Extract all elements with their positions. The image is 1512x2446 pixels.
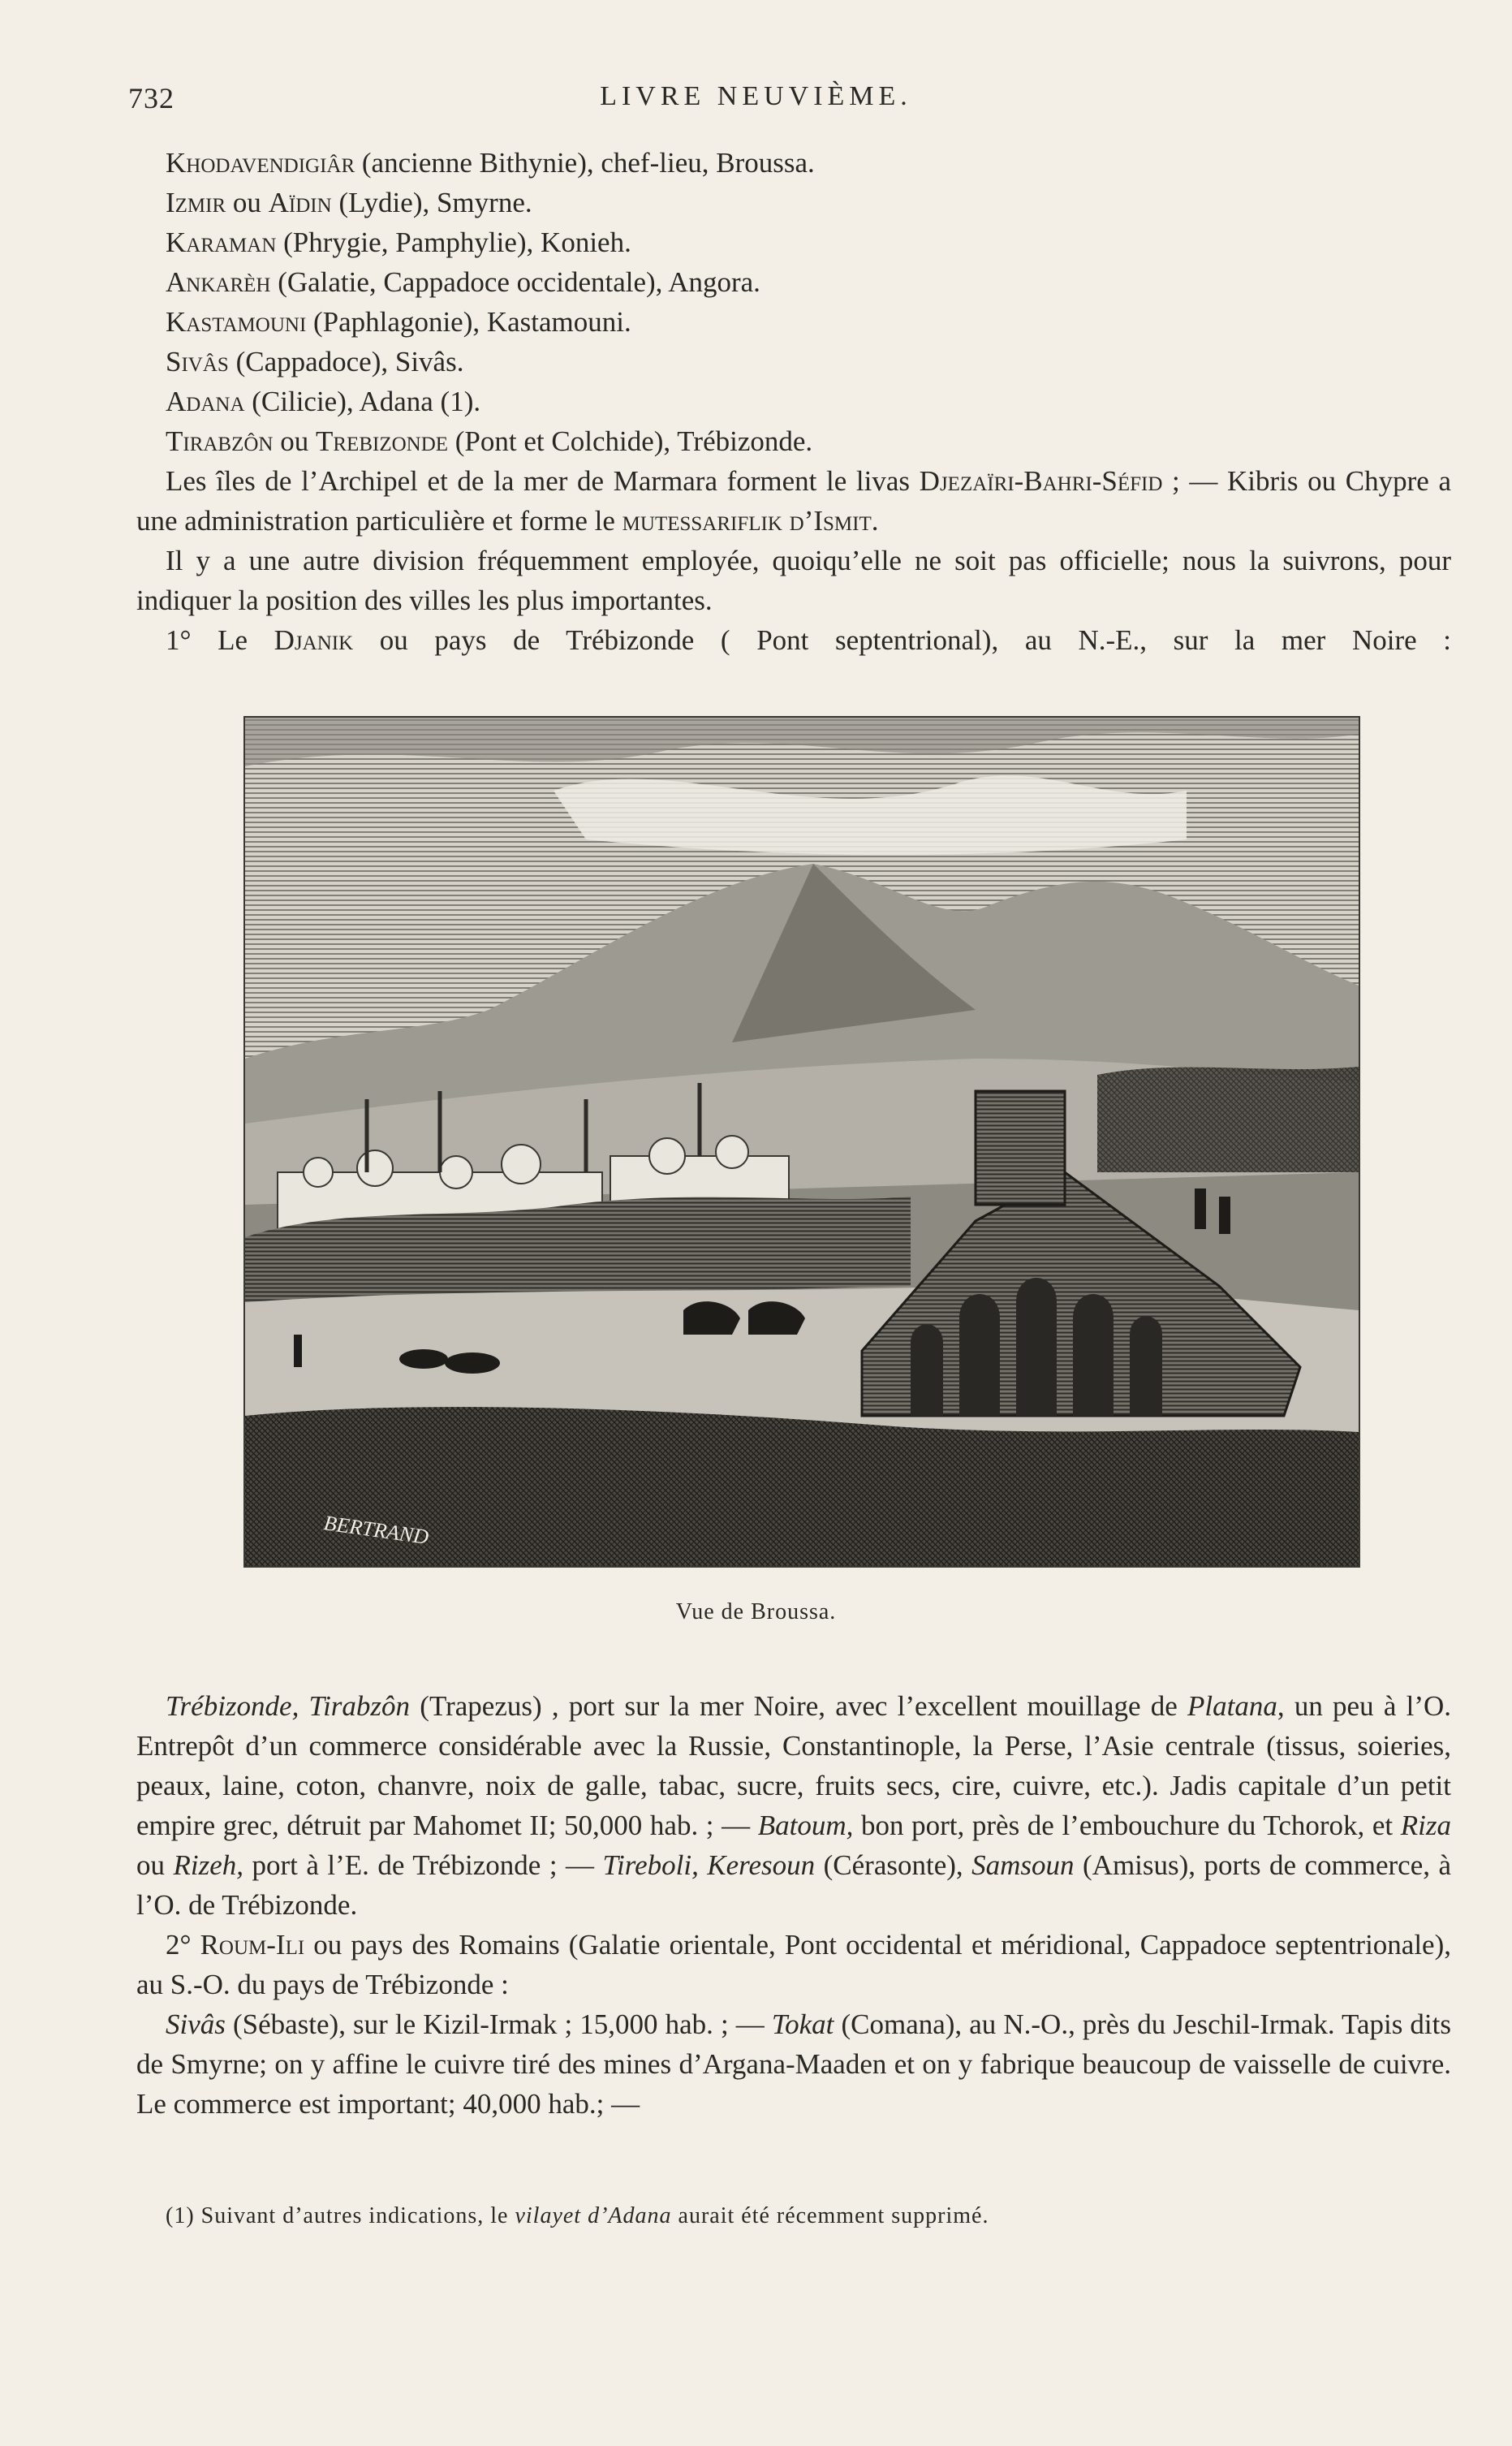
list-text: (Pont et Colchide), Trébizonde. <box>448 425 813 457</box>
place-name: Rizeh, <box>173 1849 243 1881</box>
figure-caption: Vue de Broussa. <box>675 1599 837 1624</box>
footnote-text: (1) Suivant d’autres indications, le <box>166 2203 515 2228</box>
paragraph-text: (Sébaste), sur le Kizil-Irmak ; 15,000 hab. ; — <box>225 2008 772 2040</box>
paragraph-text: Les îles de l’Archipel et de la mer de Marmara forment le livas <box>166 465 920 497</box>
paragraph-text: ou pays de Trébizonde ( Pont septentrional), au N.-E., sur la mer Noire : <box>353 624 1451 656</box>
list-item-sivas <box>136 342 1451 382</box>
artist-signature: BERTRAND <box>322 1511 430 1550</box>
list-item-ankareh <box>136 262 1451 302</box>
place-name: Platana <box>1187 1690 1277 1722</box>
province-name: Kastamouni <box>166 306 307 338</box>
paragraph-division: Il y a une autre division fréquemment employée, quoiqu’elle ne soit pas officielle; nous la suivrons, pour indiquer la position des villes les plus importantes. <box>136 545 1451 616</box>
list-text: (ancienne Bithynie), chef-lieu, Broussa. <box>355 147 815 179</box>
list-item-khodavendigiar <box>136 143 1451 183</box>
province-name: Sivâs <box>166 346 229 377</box>
paragraph-text: bon port, près de l’embouchure du Tchorok, et <box>853 1810 1401 1841</box>
footnote-text: aurait été récemment supprimé. <box>671 2203 989 2228</box>
paragraph-text: (Comana), au N.-O., près du Jeschil-Irmak. Tapis dits de Smyrne; on y affine le cuivre tiré des mines d’Argana-Maaden et on y fabrique beaucoup de vaisselle de cuivre. Le commerce est important; 40,000 hab.; — <box>136 2008 1451 2120</box>
paragraph-text: (Cérasonte), <box>815 1849 972 1881</box>
list-item-adana <box>136 382 1451 421</box>
engraving-illustration <box>245 718 1359 1566</box>
province-name: Izmir <box>166 187 226 218</box>
place-name: Trébizonde, Tirabzôn <box>166 1690 411 1722</box>
list-text: ou <box>226 187 269 218</box>
list-text: (Cappadoce), Sivâs. <box>228 346 464 377</box>
list-item-tirabzon <box>136 421 1451 461</box>
paragraph-text: ou <box>136 1849 174 1881</box>
paragraph-text: 1° Le <box>166 624 274 656</box>
paragraph-text: (Trapezus) , port sur la mer Noire, avec l’excellent mouillage de <box>410 1690 1188 1722</box>
list-text: (Paphlagonie), Kastamouni. <box>306 306 631 338</box>
place-name: Sivâs <box>166 2008 226 2040</box>
province-name: Karaman <box>166 226 277 258</box>
list-item-kastamouni <box>136 302 1451 342</box>
text-block-bottom <box>136 1686 1451 2124</box>
place-name: Batoum, <box>757 1810 854 1841</box>
province-name: Djezaïri-Bahri-Séfid <box>919 465 1163 497</box>
province-name: Tirabzôn <box>166 425 274 457</box>
place-name: Tireboli, Keresoun <box>602 1849 816 1881</box>
province-name: Aïdin <box>268 187 332 218</box>
list-text: ou <box>273 425 316 457</box>
page-number: 732 <box>128 82 174 114</box>
place-name: Samsoun <box>971 1849 1075 1881</box>
paragraph-djanik <box>136 620 1451 660</box>
paragraph-text: ou pays des Romains (Galatie orientale, Pont occidental et méridional, Cappadoce septentrionale), au S.-O. du pays de Trébizonde : <box>136 1929 1452 2000</box>
paragraph-trebizonde <box>136 1686 1451 1925</box>
paragraph-sivas <box>136 2004 1451 2124</box>
paragraph-text: port à l’E. de Trébizonde ; — <box>243 1849 603 1881</box>
engraving-view-of-broussa <box>243 716 1360 1568</box>
province-name: Adana <box>166 386 245 417</box>
text-block-top <box>136 143 1451 660</box>
province-name: Khodavendigiâr <box>166 147 355 179</box>
paragraph-roum-ili <box>136 1925 1451 2004</box>
province-name: Djanik <box>274 624 354 656</box>
footnote <box>166 2203 989 2229</box>
running-head: LIVRE NEUVIÈME. <box>600 81 912 111</box>
paragraph-text: . <box>871 505 879 537</box>
province-name: mutessariflik d’Ismit <box>622 505 872 537</box>
province-name: Roum-Ili <box>200 1929 305 1961</box>
paragraph-archipel <box>136 461 1451 541</box>
paragraph-text: 2° <box>166 1929 200 1961</box>
place-name: Tokat <box>771 2008 834 2040</box>
list-text: (Phrygie, Pamphylie), Konieh. <box>276 226 631 258</box>
list-text: (Cilicie), Adana (1). <box>244 386 481 417</box>
province-name: Ankarèh <box>166 266 271 298</box>
paragraph-text: ; — Kibris ou Chypre a une administration particulière et forme le <box>136 465 1451 537</box>
paragraph-text: , un peu à l’O. Entrepôt d’un commerce considérable avec la Russie, Constantinople, la Perse, l’Asie centrale (tissus, soieries, peaux, laine, coton, chanvre, noix de galle, tabac, sucre, fruits secs, cire, cuivre, etc.). Jadis capitale d’un petit empire grec, détruit par Mahomet II; 50,000 hab. ; — <box>136 1690 1451 1841</box>
province-name: Trebizonde <box>316 425 449 457</box>
list-text: (Lydie), Smyrne. <box>331 187 532 218</box>
list-item-karaman <box>136 222 1451 262</box>
footnote-italic: vilayet d’Adana <box>515 2203 672 2228</box>
list-item-izmir <box>136 183 1451 222</box>
paragraph-text: (Amisus), ports de commerce, à l’O. de Trébizonde. <box>136 1849 1452 1921</box>
list-text: (Galatie, Cappadoce occidentale), Angora. <box>270 266 760 298</box>
place-name: Riza <box>1400 1810 1451 1841</box>
